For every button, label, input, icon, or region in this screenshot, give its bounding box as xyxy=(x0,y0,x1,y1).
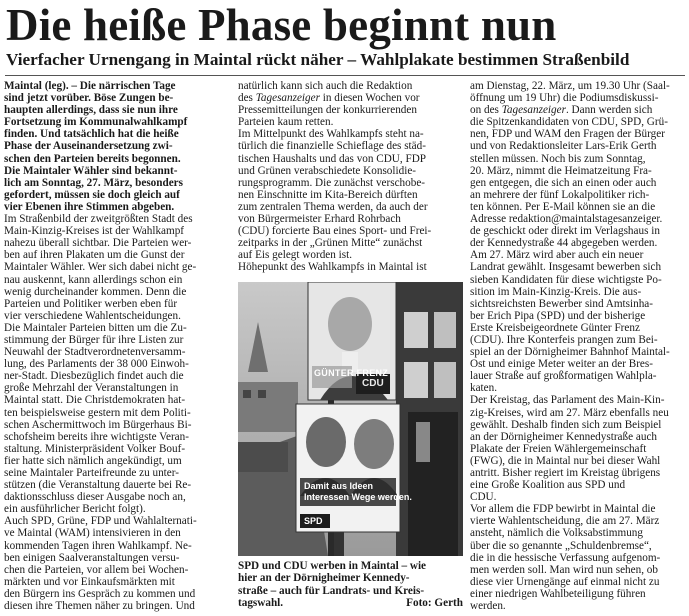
text-line: katen. xyxy=(470,382,498,395)
text-line: spiel an der Dörnigheimer Bahnhof Maintal- xyxy=(470,346,670,359)
text-line: diesen ihre Themen näher zu bringen. Und xyxy=(4,600,195,613)
text-line: ve Maintal (WAM) intensivieren in den xyxy=(4,527,181,540)
text-line: nahezu überall sichtbar. Die Parteien wer- xyxy=(4,237,192,250)
text-line: große Mehrzahl der Veranstaltungen in xyxy=(4,382,179,395)
headline: Die heiße Phase beginnt nun xyxy=(6,0,557,50)
text-line: Maintal statt. Die Christdemokraten hat- xyxy=(4,394,186,407)
text-line: Main-Kinzig-Kreises ist der Wahlkampf xyxy=(4,225,185,238)
text-line: an mehrere der fünf Lokalpolitiker rich- xyxy=(470,188,650,201)
text-line: Die Maintaler Parteien bitten um die Zu- xyxy=(4,321,187,334)
text-line: Pressemitteilungen der konkurrierenden xyxy=(238,104,417,117)
text-line: türlich die finanzielle Schieflage des städ- xyxy=(238,140,426,153)
text-line: am Dienstag, 22. März, um 19.30 Uhr (Saal- xyxy=(470,80,670,92)
text-line: 20. März, nimmt die Heimatzeitung Fra- xyxy=(470,164,652,177)
text-segment: on des xyxy=(470,104,502,117)
text-line: Maintaler Wähler. Wer sich dabei nicht ge- xyxy=(4,261,197,274)
text-line: de geschickt oder direkt im Verlagshaus in xyxy=(470,225,660,238)
text-line: ber Erich Pipa (SPD) und der bisherige xyxy=(470,309,646,322)
text-line: lung, des Parlaments der 38 000 Einwoh- xyxy=(4,358,189,371)
text-line: CDU. xyxy=(470,491,497,504)
text-line: Im Mittelpunkt des Wahlkampfs steht na- xyxy=(238,128,424,141)
text-line: Plakate der Freien Wählergemeinschaft xyxy=(470,442,647,455)
text-line: schen den Parteien bereits begonnen. xyxy=(4,152,181,165)
text-line: Im Straßenbild der zweitgrößten Stadt des xyxy=(4,213,193,226)
text-line: daktionsschluss dieser Ausgabe noch an, xyxy=(4,491,186,504)
text-line: nau auskennt, kann allerdings schon ein xyxy=(4,273,183,286)
text-line: zum zentralen Thema werden, da auch der xyxy=(238,200,428,213)
caption-end: tagswahl. xyxy=(238,597,284,610)
text-line: nen, FDP und WAM den Fragen der Bürger xyxy=(470,128,665,141)
text-line: Die Maintaler Wähler sind bekannt- xyxy=(4,164,178,177)
text-line: natürlich kann sich auch die Redaktion xyxy=(238,80,413,92)
text-line: einer niedrigen Wahlbeteiligung führen xyxy=(470,587,646,600)
caption-line: hier an der Dörnigheimer Kennedy- xyxy=(238,572,410,585)
photo-caption xyxy=(238,560,463,610)
text-line: wenig durcheinander kommen. Denn die xyxy=(4,285,187,298)
text-line: gen entgegen, die sich an einen oder auch xyxy=(470,176,657,189)
text-line: Vor allem die FDP bewirbt in Maintal die xyxy=(470,503,656,516)
text-line: men werden soll. Man wird nun sehen, ob xyxy=(470,563,658,576)
text-line: von Bürgermeister Erhard Rohrbach xyxy=(238,213,401,226)
text-line: Fortsetzung im Kommunalwahlkampf xyxy=(4,116,188,129)
text-line: stützen (die Veranstaltung dauerte bei Re- xyxy=(4,479,192,492)
election-poster-photo xyxy=(238,282,463,556)
text-line: Maintal (leg). – Die närrischen Tage xyxy=(4,80,176,92)
text-line: chen die Parteien, vor allem bei Wochen- xyxy=(4,563,189,576)
text-line: lich am Sonntag, 27. März, besonders xyxy=(4,176,183,189)
text-line: Landrat gewählt. Insgesamt bewerben sich xyxy=(470,261,662,274)
text-line: staltung. Ministerpräsident Volker Bouf- xyxy=(4,442,186,455)
text-line: ben einigen Saalveranstaltungen versu- xyxy=(4,551,180,564)
text-line: sichtsreichsten Bewerber sind Amtsinha- xyxy=(470,297,653,310)
text-line: ner-Stadt. Diesbezüglich findet auch die xyxy=(4,370,184,383)
text-line: Phase der Auseinandersetzung zwi- xyxy=(4,140,173,153)
text-line: schen Aschermittwoch im Bürgerhaus Bi- xyxy=(4,418,192,431)
text-line: zig-Kreises, wird am 27. März ebenfalls neu xyxy=(470,406,669,419)
text-segment: . Dann werden sich xyxy=(565,104,653,117)
text-line: ten können. Per E-Mail können sie an die xyxy=(470,200,656,213)
text-line: (FWG), die in Maintal nur bei dieser Wahl xyxy=(470,454,661,467)
text-line: gewählt. Deshalb finden sich zum Beispiel xyxy=(470,418,662,431)
text-line: (CDU). Ihre Konterfeis prangen zum Bei- xyxy=(470,333,658,346)
photo-credit: Foto: Gerth xyxy=(406,597,463,610)
text-line: stellen müssen. Noch bis zum Sonntag, xyxy=(470,152,646,165)
text-segment: des xyxy=(238,92,256,105)
poster-bottom-slogan-1: Damit aus Ideen xyxy=(304,481,374,491)
text-line: Höhepunkt des Wahlkampfs in Maintal ist xyxy=(238,261,427,274)
text-line: sition im Main-Kinzig-Kreis. Die aus- xyxy=(470,285,642,298)
text-line: die in die hessische Verfassung aufgenom- xyxy=(470,551,661,564)
poster-bottom-slogan-2: Interessen Wege werden. xyxy=(304,492,412,502)
newspaper-name: Tagesanzeiger xyxy=(501,104,566,117)
article-column-3 xyxy=(470,80,687,612)
text-line: rungsprogramm. Die zunächst verschobe- xyxy=(238,176,426,189)
text-line: Am 27. März wird aber auch ein neuer xyxy=(470,249,644,262)
text-line: antritt. Bisher regiert im Kreistag übrigens xyxy=(470,467,661,479)
text-line: sieben Kandidaten für diese wichtigste Po- xyxy=(470,273,662,286)
subheadline: Vierfacher Urnengang in Maintal rückt näher – Wahlplakate bestimmen Straßenbild xyxy=(6,50,630,69)
text-line: lauer Straße auf großformatigen Wahlpla- xyxy=(470,370,657,383)
text-line: auf Eis gelegt worden ist. xyxy=(238,249,353,262)
text-line xyxy=(470,104,687,116)
text-line: Adresse redaktion@maintalstagesanzeiger. xyxy=(470,213,663,226)
poster-top-name: GÜNTER FRENZ xyxy=(314,368,389,378)
text-line: sind jetzt vorüber. Böse Zungen be- xyxy=(4,92,174,105)
text-line: gefordert, müssen sie doch gleich auf xyxy=(4,188,180,201)
text-line: Parteien kaum retten. xyxy=(238,116,334,129)
text-segment: in diesen Wochen vor xyxy=(319,92,420,105)
text-line: zeitparks in der „Grünen Mitte“ zunächst xyxy=(238,237,423,250)
text-line: Der Kreistag, das Parlament des Main-Kin- xyxy=(470,394,665,407)
text-line: finden. Und tatsächlich hat die heiße xyxy=(4,128,179,141)
text-line: (CDU) forcierte Bau eines Sport- und Frei- xyxy=(238,225,432,238)
text-line: an der Dörnigheimer Kennedystraße auch xyxy=(470,430,658,443)
text-line: fier hatte sich nämlich angekündigt, um xyxy=(4,454,182,467)
text-line: stimmung der Bürger für ihre Listen zur xyxy=(4,333,184,346)
text-line: ein ausführlicher Bericht folgt). xyxy=(4,503,146,516)
text-line: Neuwahl der Stadtverordnetenversamm- xyxy=(4,346,186,359)
text-line: ben auf ihren Plakaten um die Gunst der xyxy=(4,249,185,262)
text-line: vierte Wahlentscheidung, die am 27. März xyxy=(470,515,660,528)
text-line: vier Ebenen ihre Stimmen abgeben. xyxy=(4,200,175,213)
text-line xyxy=(238,92,463,104)
article-column-1 xyxy=(4,80,225,612)
text-line: Auch SPD, Grüne, FDP und Wahlalternati- xyxy=(4,515,197,528)
text-line: kommenden Tagen ihren Wahlkampf. Ne- xyxy=(4,539,192,552)
text-line: diese vier Urnengänge auf einmal nicht zu xyxy=(470,575,660,588)
text-line: seine Maintaler Parteifreunde zu unter- xyxy=(4,467,179,479)
newspaper-name: Tagesanzeiger xyxy=(255,92,320,105)
poster-bottom-party: SPD xyxy=(304,516,323,526)
text-line: haupten allerdings, dass sie nun ihre xyxy=(4,104,178,117)
text-line: tischen Haushalts und das von CDU, FDP xyxy=(238,152,427,165)
poster-top-party: CDU xyxy=(362,378,384,389)
text-line: Parteien und Politiker werben eben für xyxy=(4,297,178,310)
text-line: Erste Kreisbeigeordnete Günter Frenz xyxy=(470,321,640,334)
text-line: vier verschiedene Wahlentscheidungen. xyxy=(4,309,181,322)
caption-line: SPD und CDU werben in Maintal – wie xyxy=(238,560,427,572)
street-photo-graphic xyxy=(238,282,463,556)
text-line: die Spitzenkandidaten von CDU, SPD, Grü- xyxy=(470,116,668,129)
text-line: über die so genannte „Schuldenbremse“, xyxy=(470,539,652,552)
article-column-2 xyxy=(238,80,463,274)
text-line: ansteht, nämlich die Volksabstimmung xyxy=(470,527,643,540)
caption-last-line xyxy=(238,597,463,609)
text-line: Ost und einige Meter weiter an der Bres- xyxy=(470,358,653,371)
divider xyxy=(5,75,685,76)
text-line: öffnung um 19 Uhr) die Podiumsdiskussi- xyxy=(470,92,659,105)
text-line: schofsheim bereits ihre wichtigste Veran- xyxy=(4,430,189,443)
text-line: werden. xyxy=(470,600,506,613)
caption-line: straße – auch für Landrats- und Kreis- xyxy=(238,584,425,597)
text-line: märkten und vor Einkaufsmärkten mit xyxy=(4,575,175,588)
text-line: nen Einschnitte im Kita-Bereich dürften xyxy=(238,188,418,201)
text-line: ten beispielsweise gestern mit dem Politi- xyxy=(4,406,191,419)
text-line: eine Große Koalition aus SPD und xyxy=(470,479,626,492)
text-line: der Kennedystraße 44 abgegeben werden. xyxy=(470,237,658,250)
text-line: den Bürgern ins Gespräch zu kommen und xyxy=(4,587,196,600)
text-line: und von Redaktionsleiter Lars-Erik Gerth xyxy=(470,140,657,153)
text-line: und Grünen verabschiedete Konsolidie- xyxy=(238,164,417,177)
